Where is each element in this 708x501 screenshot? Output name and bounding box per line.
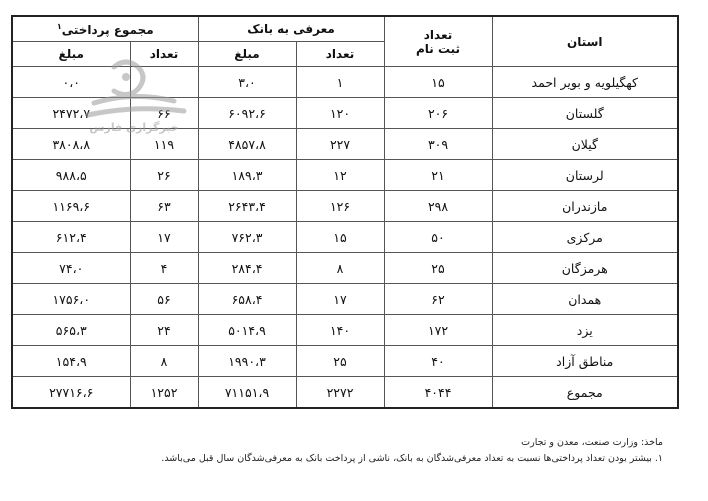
- cell-paid-count: ۱۲۵۲: [130, 377, 198, 409]
- cell-province: مناطق آزاد: [492, 346, 678, 377]
- cell-paid-amount: ۲۴۷۲،۷: [12, 98, 130, 129]
- cell-paid-amount: ۳۸۰۸،۸: [12, 129, 130, 160]
- cell-province: مجموع: [492, 377, 678, 409]
- cell-province: همدان: [492, 284, 678, 315]
- header-bank-referral: معرفی به بانک: [198, 16, 384, 42]
- table-row: [12, 160, 678, 191]
- cell-paid-amount: ۱۵۴،۹: [12, 346, 130, 377]
- source-note: ماخذ: وزارت صنعت، معدن و تجارت: [521, 437, 663, 448]
- cell-registered: ۴۰۴۴: [384, 377, 492, 409]
- statistics-table: [11, 15, 679, 409]
- cell-bank-count: ۱۴۰: [296, 315, 384, 346]
- cell-bank-count: ۲۵: [296, 346, 384, 377]
- cell-province: هرمزگان: [492, 253, 678, 284]
- cell-paid-amount: ۲۷۷۱۶،۶: [12, 377, 130, 409]
- header-paid-count: تعداد: [130, 42, 198, 67]
- cell-registered: ۵۰: [384, 222, 492, 253]
- cell-province: کهگیلویه و بویر احمد: [492, 67, 678, 98]
- cell-bank-amount: ۱۹۹۰،۳: [198, 346, 296, 377]
- header-registered: تعداد ثبت نام: [384, 16, 492, 67]
- table-row: [12, 98, 678, 129]
- table-row: [12, 346, 678, 377]
- cell-bank-amount: ۴۸۵۷،۸: [198, 129, 296, 160]
- cell-registered: ۱۵: [384, 67, 492, 98]
- cell-province: گیلان: [492, 129, 678, 160]
- table-row: [12, 222, 678, 253]
- cell-registered: ۱۷۲: [384, 315, 492, 346]
- header-bank-count: تعداد: [296, 42, 384, 67]
- cell-paid-count: ۵۶: [130, 284, 198, 315]
- cell-registered: ۶۲: [384, 284, 492, 315]
- header-total-paid: [12, 16, 198, 42]
- cell-bank-count: ۱۲۶: [296, 191, 384, 222]
- cell-bank-count: ۱: [296, 67, 384, 98]
- table-body: [12, 67, 678, 409]
- cell-paid-count: ۶۳: [130, 191, 198, 222]
- cell-bank-count: ۱۷: [296, 284, 384, 315]
- cell-paid-amount: ۷۴،۰: [12, 253, 130, 284]
- header-bank-amount: مبلغ: [198, 42, 296, 67]
- cell-paid-amount: ۰،۰: [12, 67, 130, 98]
- cell-paid-count: [130, 67, 198, 98]
- cell-paid-amount: ۵۶۵،۳: [12, 315, 130, 346]
- cell-province: یزد: [492, 315, 678, 346]
- cell-bank-amount: ۶۵۸،۴: [198, 284, 296, 315]
- cell-bank-count: ۲۲۷: [296, 129, 384, 160]
- cell-registered: ۲۰۶: [384, 98, 492, 129]
- cell-paid-amount: ۱۷۵۶،۰: [12, 284, 130, 315]
- cell-bank-count: ۱۲۰: [296, 98, 384, 129]
- header-total-paid-label: مجموع پرداختی: [61, 22, 154, 37]
- cell-paid-amount: ۱۱۶۹،۶: [12, 191, 130, 222]
- cell-province: لرستان: [492, 160, 678, 191]
- cell-registered: ۲۹۸: [384, 191, 492, 222]
- table-row: [12, 191, 678, 222]
- cell-bank-amount: ۲۸۴،۴: [198, 253, 296, 284]
- cell-registered: ۳۰۹: [384, 129, 492, 160]
- cell-registered: ۲۵: [384, 253, 492, 284]
- table-row: [12, 67, 678, 98]
- table-row: [12, 284, 678, 315]
- cell-paid-count: ۸: [130, 346, 198, 377]
- cell-registered: ۴۰: [384, 346, 492, 377]
- cell-paid-amount: ۶۱۲،۴: [12, 222, 130, 253]
- cell-paid-count: ۲۶: [130, 160, 198, 191]
- cell-paid-amount: ۹۸۸،۵: [12, 160, 130, 191]
- footnote-text: ۱. بیشتر بودن تعداد پرداختی‌ها نسبت به تعداد معرفی‌شدگان به بانک، ناشی از پرداخت بانک به معرفی‌شدگان سال قبل می‌باشد.: [161, 453, 663, 464]
- cell-bank-amount: ۱۸۹،۳: [198, 160, 296, 191]
- cell-bank-amount: ۳،۰: [198, 67, 296, 98]
- table-notes: [11, 435, 663, 467]
- cell-registered: ۲۱: [384, 160, 492, 191]
- watermark-text: خبرگزاری فارس: [89, 121, 179, 134]
- header-paid-amount: مبلغ: [12, 42, 130, 67]
- cell-bank-amount: ۲۶۴۳،۴: [198, 191, 296, 222]
- cell-paid-count: ۱۱۹: [130, 129, 198, 160]
- table-row: [12, 315, 678, 346]
- cell-bank-amount: ۷۱۱۵۱،۹: [198, 377, 296, 409]
- cell-paid-count: ۶۶: [130, 98, 198, 129]
- cell-bank-count: ۱۵: [296, 222, 384, 253]
- cell-province: مرکزی: [492, 222, 678, 253]
- table-row: [12, 253, 678, 284]
- cell-bank-amount: ۵۰۱۴،۹: [198, 315, 296, 346]
- cell-paid-count: ۲۴: [130, 315, 198, 346]
- cell-bank-count: ۸: [296, 253, 384, 284]
- cell-province: مازندران: [492, 191, 678, 222]
- cell-bank-count: ۱۲: [296, 160, 384, 191]
- cell-paid-count: ۴: [130, 253, 198, 284]
- footnote-marker: ۱: [56, 21, 62, 31]
- cell-province: گلستان: [492, 98, 678, 129]
- statistics-table-container: [11, 15, 677, 464]
- cell-bank-amount: ۷۶۲،۳: [198, 222, 296, 253]
- header-province: استان: [492, 16, 678, 67]
- table-row: [12, 129, 678, 160]
- table-total-row: [12, 377, 678, 409]
- cell-paid-count: ۱۷: [130, 222, 198, 253]
- cell-bank-amount: ۶۰۹۲،۶: [198, 98, 296, 129]
- cell-bank-count: ۲۲۷۲: [296, 377, 384, 409]
